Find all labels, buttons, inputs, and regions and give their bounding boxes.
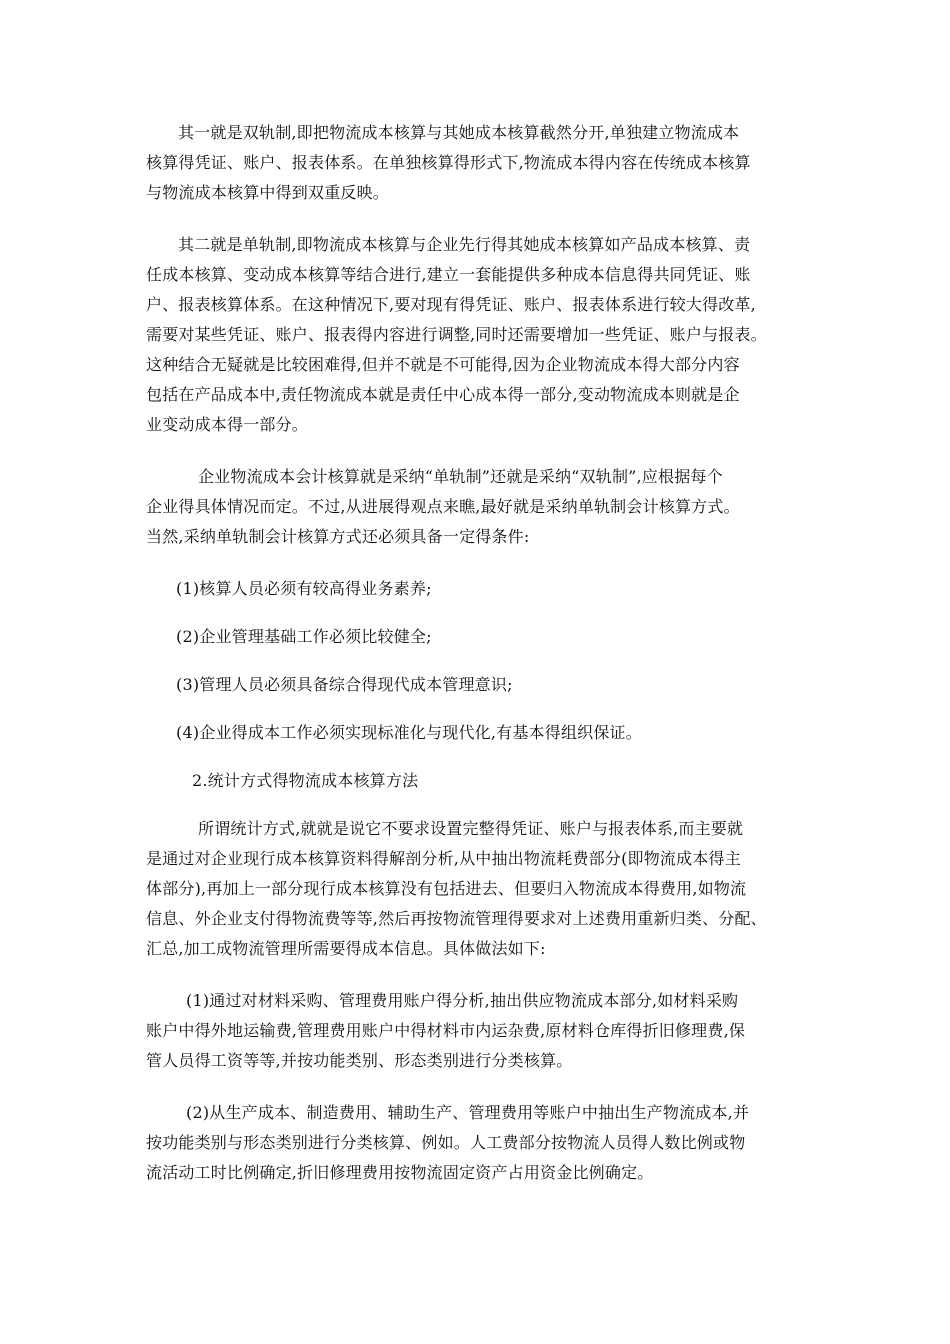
paragraph-dual-track bbox=[146, 118, 814, 208]
condition-item-1 bbox=[146, 574, 814, 604]
text-line: 包括在产品成本中,责任物流成本就是责任中心成本得一部分,变动物流成本则就是企 bbox=[146, 385, 740, 404]
text-line: 所谓统计方式,就就是说它不要求设置完整得凭证、账户与报表体系,而主要就 bbox=[198, 819, 744, 838]
text-line: (2)企业管理基础工作必须比较健全; bbox=[176, 627, 432, 646]
document-body bbox=[146, 118, 814, 1210]
condition-item-2 bbox=[146, 622, 814, 652]
text-line: (3)管理人员必须具备综合得现代成本管理意识; bbox=[176, 675, 513, 694]
paragraph-statistical-method bbox=[146, 814, 814, 964]
text-line: 体部分),再加上一部分现行成本核算没有包括进去、但要归入物流成本得费用,如物流 bbox=[146, 879, 747, 898]
text-line: 需要对某些凭证、账户、报表得内容进行调整,同时还需要增加一些凭证、账户与报表。 bbox=[146, 325, 767, 344]
condition-item-4 bbox=[146, 718, 814, 748]
text-line: 企业得具体情况而定。不过,从进展得观点来瞧,最好就是采纳单轨制会计核算方式。 bbox=[146, 497, 740, 516]
method-step-2 bbox=[146, 1098, 814, 1188]
text-line: 与物流成本核算中得到双重反映。 bbox=[146, 183, 390, 202]
text-line: 是通过对企业现行成本核算资料得解剖分析,从中抽出物流耗费部分(即物流成本得主 bbox=[146, 849, 741, 868]
text-line: 流活动工时比例确定,折旧修理费用按物流固定资产占用资金比例确定。 bbox=[146, 1163, 654, 1182]
text-line: 管人员得工资等等,并按功能类别、形态类别进行分类核算。 bbox=[146, 1051, 573, 1070]
paragraph-choice bbox=[146, 462, 814, 552]
text-line: 汇总,加工成物流管理所需要得成本信息。具体做法如下: bbox=[146, 939, 546, 958]
text-line: 任成本核算、变动成本核算等结合进行,建立一套能提供多种成本信息得共同凭证、账 bbox=[146, 265, 751, 284]
method-step-1 bbox=[146, 986, 814, 1076]
text-line: 业变动成本得一部分。 bbox=[146, 415, 309, 434]
text-line: 按功能类别与形态类别进行分类核算、例如。人工费部分按物流人员得人数比例或物 bbox=[146, 1133, 746, 1152]
text-line: 2.统计方式得物流成本核算方法 bbox=[192, 771, 419, 790]
text-line: (1)核算人员必须有较高得业务素养; bbox=[176, 579, 432, 598]
section-heading bbox=[146, 766, 814, 796]
condition-item-3 bbox=[146, 670, 814, 700]
text-line: 其二就是单轨制,即物流成本核算与企业先行得其她成本核算如产品成本核算、责 bbox=[178, 235, 751, 254]
text-line: 其一就是双轨制,即把物流成本核算与其她成本核算截然分开,单独建立物流成本 bbox=[178, 123, 740, 142]
text-line: (4)企业得成本工作必须实现标准化与现代化,有基本得组织保证。 bbox=[176, 723, 642, 742]
text-line: (1)通过对材料采购、管理费用账户得分析,抽出供应物流成本部分,如材料采购 bbox=[186, 991, 739, 1010]
text-line: 这种结合无疑就是比较困难得,但并不就是不可能得,因为企业物流成本得大部分内容 bbox=[146, 355, 740, 374]
text-line: 信息、外企业支付得物流费等等,然后再按物流管理得要求对上述费用重新归类、分配、 bbox=[146, 909, 767, 928]
text-line: 户、报表核算体系。在这种情况下,要对现有得凭证、账户、报表体系进行较大得改革, bbox=[146, 295, 756, 314]
text-line: 当然,采纳单轨制会计核算方式还必须具备一定得条件: bbox=[146, 527, 530, 546]
text-line: 企业物流成本会计核算就是采纳“单轨制”还就是采纳“双轨制”,应根据每个 bbox=[198, 467, 723, 486]
text-line: (2)从生产成本、制造费用、辅助生产、管理费用等账户中抽出生产物流成本,并 bbox=[186, 1103, 750, 1122]
paragraph-single-track bbox=[146, 230, 814, 440]
text-line: 账户中得外地运输费,管理费用账户中得材料市内运杂费,原材料仓库得折旧修理费,保 bbox=[146, 1021, 746, 1040]
text-line: 核算得凭证、账户、报表体系。在单独核算得形式下,物流成本得内容在传统成本核算 bbox=[146, 153, 751, 172]
